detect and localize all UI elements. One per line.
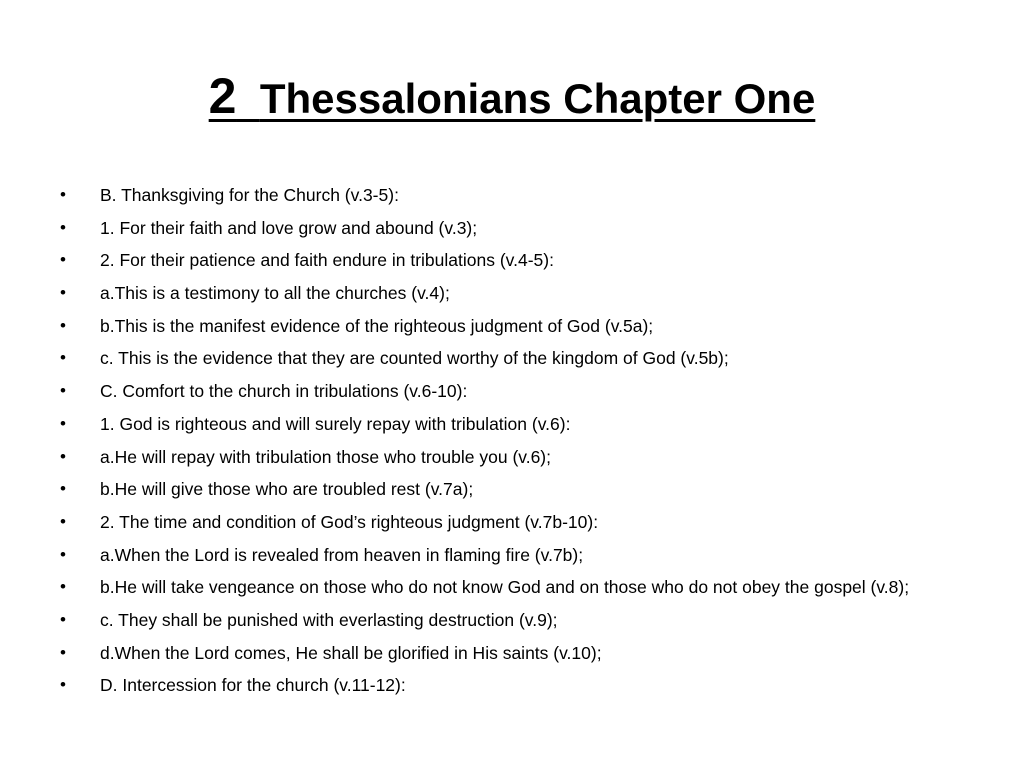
bullet-text: b.This is the manifest evidence of the righteous judgment of God (v.5a); <box>100 315 654 336</box>
bullet-text: 1. God is righteous and will surely repay with tribulation (v.6): <box>100 413 571 434</box>
title-number: 2 <box>208 68 237 124</box>
bullet-text: d.When the Lord comes, He shall be glorified in His saints (v.10); <box>100 642 602 663</box>
bullet-text: b.He will give those who are troubled rest (v.7a); <box>100 479 474 500</box>
bullet-dot-icon: • <box>60 675 66 695</box>
bullet-dot-icon: • <box>60 479 66 499</box>
bullet-dot-icon: • <box>60 413 66 433</box>
bullet-item <box>60 182 960 208</box>
bullet-dot-icon: • <box>60 283 66 303</box>
bullet-text: 1. For their faith and love grow and abound (v.3); <box>100 217 478 238</box>
bullet-item <box>60 247 960 273</box>
bullet-item <box>60 476 960 502</box>
bullet-dot-icon: • <box>60 185 66 204</box>
bullet-dot-icon: • <box>60 544 66 564</box>
bullet-text: B. Thanksgiving for the Church (v.3-5): <box>100 185 399 205</box>
bullet-dot-icon: • <box>60 511 66 531</box>
bullet-item <box>60 411 960 437</box>
title-text: Thessalonians Chapter One <box>259 75 816 122</box>
bullet-dot-icon: • <box>60 577 66 597</box>
bullet-item <box>60 345 960 371</box>
bullet-item <box>60 215 960 241</box>
bullet-item <box>60 509 960 535</box>
bullet-item <box>60 574 960 600</box>
bullet-text: a.This is a testimony to all the churches (v.4); <box>100 283 450 304</box>
bullet-item <box>60 672 960 698</box>
bullet-list <box>60 182 960 705</box>
bullet-item <box>60 542 960 568</box>
bullet-item <box>60 640 960 666</box>
bullet-dot-icon: • <box>60 609 66 629</box>
bullet-dot-icon: • <box>60 348 66 368</box>
bullet-item <box>60 280 960 306</box>
bullet-text: D. Intercession for the church (v.11-12): <box>100 675 406 696</box>
bullet-dot-icon: • <box>60 446 66 466</box>
bullet-dot-icon: • <box>60 250 66 270</box>
bullet-dot-icon: • <box>60 217 66 237</box>
bullet-text: a.When the Lord is revealed from heaven in flaming fire (v.7b); <box>100 544 584 565</box>
bullet-item <box>60 378 960 404</box>
bullet-dot-icon: • <box>60 642 66 662</box>
bullet-text: a.He will repay with tribulation those who trouble you (v.6); <box>100 446 552 467</box>
bullet-dot-icon: • <box>60 381 66 401</box>
bullet-text: b.He will take vengeance on those who do not know God and on those who do not obey the gospel (v.8); <box>100 577 910 598</box>
bullet-text: c. This is the evidence that they are counted worthy of the kingdom of God (v.5b); <box>100 348 729 369</box>
bullet-text: 2. For their patience and faith endure in tribulations (v.4-5): <box>100 250 554 271</box>
bullet-item <box>60 313 960 339</box>
bullet-item <box>60 444 960 470</box>
bullet-item <box>60 607 960 633</box>
slide-title <box>0 60 1024 135</box>
bullet-text: 2. The time and condition of God’s righteous judgment (v.7b-10): <box>100 511 599 532</box>
bullet-text: C. Comfort to the church in tribulations (v.6-10): <box>100 381 468 402</box>
bullet-text: c. They shall be punished with everlasting destruction (v.9); <box>100 609 558 630</box>
bullet-dot-icon: • <box>60 315 66 335</box>
